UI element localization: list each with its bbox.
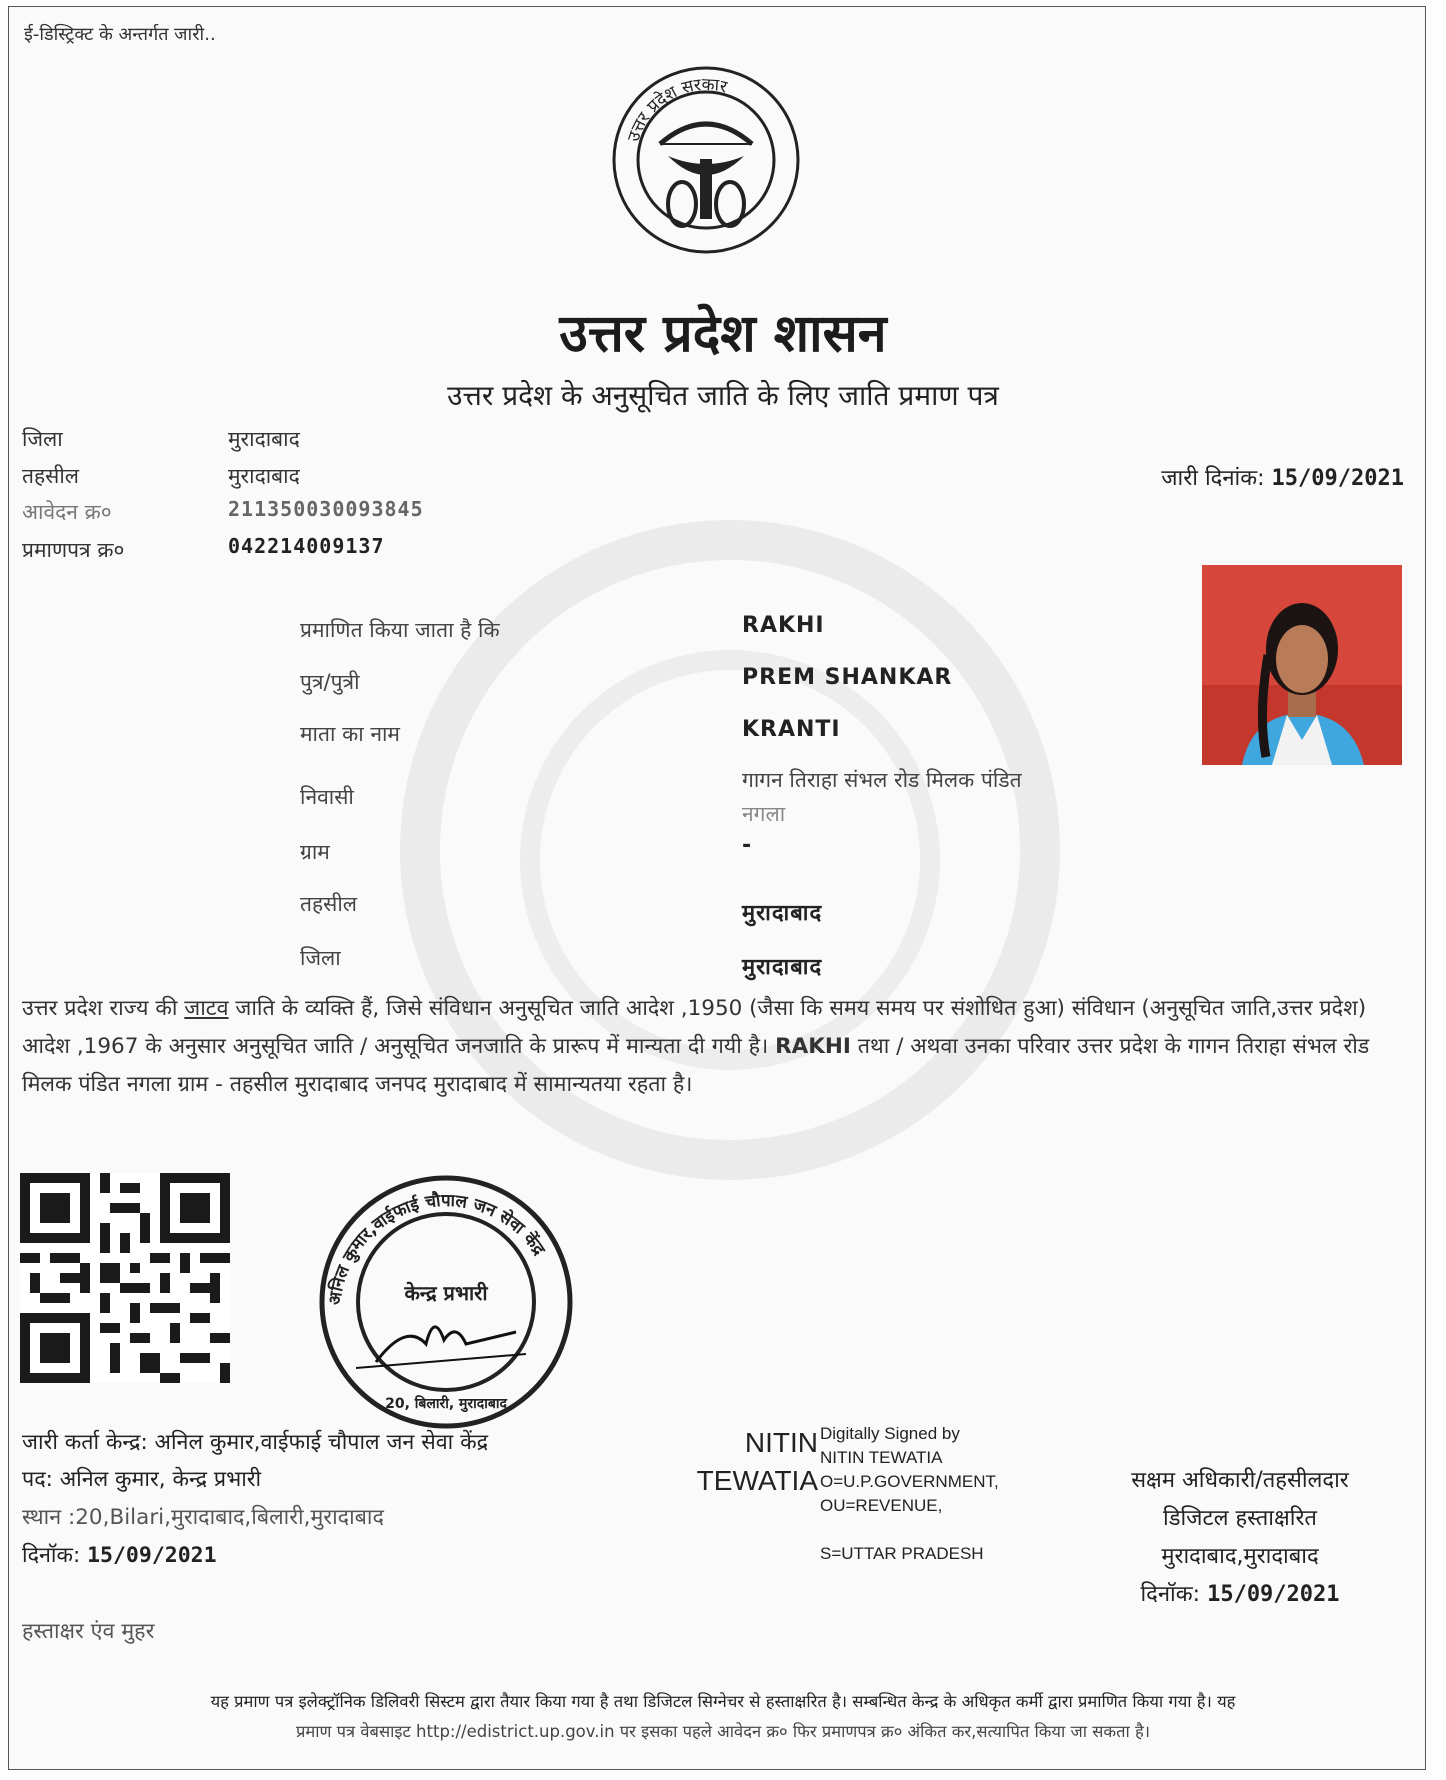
child-of-label: पुत्र/पुत्री bbox=[300, 670, 360, 694]
authority-digitally-signed: डिजिटल हस्ताक्षरित bbox=[1163, 1506, 1317, 1531]
meta-application-value: 211350030093845 bbox=[228, 497, 424, 521]
digital-signer-name bbox=[640, 1424, 818, 1500]
signer-name-line2: TEWATIA bbox=[696, 1465, 818, 1496]
certificate-subtitle: उत्तर प्रदेश के अनुसूचित जाति के लिए जाति प्रमाण पत्र bbox=[447, 379, 999, 412]
meta-certificate-label: प्रमाणपत्र क्र० bbox=[22, 538, 125, 562]
sig-detail-line: NITIN TEWATIA bbox=[820, 1448, 943, 1467]
emblem-ring-text: उत्तर प्रदेश सरकार bbox=[623, 74, 729, 145]
father-name: PREM SHANKAR bbox=[742, 665, 953, 690]
resident-address-line2: नगला bbox=[742, 802, 786, 826]
seal-center-text: केन्द्र प्रभारी bbox=[404, 1281, 488, 1305]
sig-detail-line: S=UTTAR PRADESH bbox=[820, 1544, 984, 1563]
seal-ring-text: अनिल कुमार,वाईफाई चौपाल जन सेवा केंद्र bbox=[325, 1190, 549, 1307]
resident-address-line1: गागन तिराहा संभल रोड मिलक पंडित bbox=[742, 768, 1022, 792]
field-tehsil-value: मुरादाबाद bbox=[742, 901, 823, 926]
para-person-name: RAKHI bbox=[775, 1034, 851, 1059]
authority-date-label: दिनॉक: bbox=[1140, 1582, 1201, 1607]
authority-date-value: 15/09/2021 bbox=[1207, 1582, 1340, 1607]
signature-and-seal-label: हस्ताक्षर एंव मुहर bbox=[22, 1619, 155, 1644]
meta-application-label: आवेदन क्र० bbox=[22, 500, 112, 524]
issue-date bbox=[1161, 462, 1404, 492]
field-district-value: मुरादाबाद bbox=[742, 955, 823, 980]
meta-tehsil-label: तहसील bbox=[22, 464, 79, 488]
sig-detail-spacer bbox=[820, 1518, 999, 1542]
sig-detail-line: O=U.P.GOVERNMENT, bbox=[820, 1472, 999, 1491]
meta-tehsil-value: मुरादाबाद bbox=[228, 464, 300, 488]
up-government-emblem-icon bbox=[610, 64, 802, 256]
meta-certificate-value: 042214009137 bbox=[228, 534, 385, 558]
center-seal-stamp bbox=[316, 1172, 576, 1432]
applicant-photo bbox=[1202, 565, 1402, 765]
para-part1: उत्तर प्रदेश राज्य की bbox=[22, 996, 185, 1021]
footer-note-line2: प्रमाण पत्र वेबसाइट http://edistrict.up.gov.in पर इसका पहले आवेदन क्र० फिर प्रमाणपत्र क्र० अंकित कर,सत्यापित किया जा सकता है। bbox=[295, 1722, 1151, 1741]
authority-date bbox=[1040, 1578, 1440, 1608]
issue-date-label: जारी दिनांक: bbox=[1161, 466, 1265, 491]
signer-name-line1: NITIN bbox=[744, 1427, 818, 1458]
digital-signature-details bbox=[820, 1422, 999, 1566]
mother-name: KRANTI bbox=[742, 717, 841, 742]
sig-detail-line: OU=REVENUE, bbox=[820, 1496, 943, 1515]
meta-district-value: मुरादाबाद bbox=[228, 427, 300, 451]
qr-code bbox=[20, 1172, 230, 1384]
header-note: ई-डिस्ट्रिक्ट के अन्तर्गत जारी.. bbox=[24, 24, 216, 45]
para-part2: जाति के व्यक्ति हैं, जिसे संविधान अनुसूचित जाति आदेश ,1950 (जैसा कि समय समय पर संशोधित हुआ) संविधान (अनुसूचित जाति,उत्तर प्रदेश) आदेश ,1967 के अनुसार अनुसूचित जाति / अनुसूचित जनजाति के प्रारूप में मान्यता दी गयी है। bbox=[22, 996, 1367, 1059]
authority-title: सक्षम अधिकारी/तहसीलदार bbox=[1131, 1468, 1349, 1493]
issuer-post: पद: अनिल कुमार, केन्द्र प्रभारी bbox=[22, 1467, 262, 1492]
certified-name: RAKHI bbox=[742, 613, 825, 638]
field-district-label: जिला bbox=[300, 946, 341, 970]
issuer-center: जारी कर्ता केन्द्र: अनिल कुमार,वाईफाई चौपाल जन सेवा केंद्र bbox=[22, 1430, 489, 1455]
certified-label: प्रमाणित किया जाता है कि bbox=[300, 618, 500, 642]
meta-district-label: जिला bbox=[22, 427, 63, 451]
authority-place: मुरादाबाद,मुरादाबाद bbox=[1161, 1544, 1319, 1569]
issuer-date-value: 15/09/2021 bbox=[87, 1543, 217, 1568]
resident-label: निवासी bbox=[300, 785, 354, 809]
certificate-body-paragraph bbox=[22, 990, 1417, 1104]
caste-name: जाटव bbox=[184, 996, 229, 1021]
field-tehsil-label: तहसील bbox=[300, 892, 357, 916]
issue-date-value: 15/09/2021 bbox=[1271, 466, 1404, 491]
village-label: ग्राम bbox=[300, 840, 330, 864]
issuer-date-label: दिनॉक: bbox=[22, 1543, 81, 1568]
sig-detail-line: Digitally Signed by bbox=[820, 1424, 960, 1443]
seal-bottom-text: 20, बिलारी, मुरादाबाद bbox=[385, 1396, 507, 1412]
village-value: - bbox=[742, 833, 753, 858]
mother-label: माता का नाम bbox=[300, 722, 400, 746]
issuer-place: स्थान :20,Bilari,मुरादाबाद,बिलारी,मुरादाबाद bbox=[22, 1505, 384, 1530]
para-part3: तथा / अथवा उनका परिवार उत्तर प्रदेश के गागन तिराहा संभल रोड मिलक पंडित नगला ग्राम - तहसील मुरादाबाद जनपद मुरादाबाद में सामान्यतया रहता है। bbox=[22, 1034, 1370, 1097]
issuer-date bbox=[22, 1540, 217, 1569]
page-title: उत्तर प्रदेश शासन bbox=[559, 303, 887, 364]
footer-note-line1: यह प्रमाण पत्र इलेक्ट्रॉनिक डिलिवरी सिस्टम द्वारा तैयार किया गया है तथा डिजिटल सिग्नेचर से हस्ताक्षरित है। सम्बन्धित केन्द्र के अधिकृत कर्मी द्वारा प्रमाणित किया गया है। यह bbox=[210, 1692, 1236, 1711]
